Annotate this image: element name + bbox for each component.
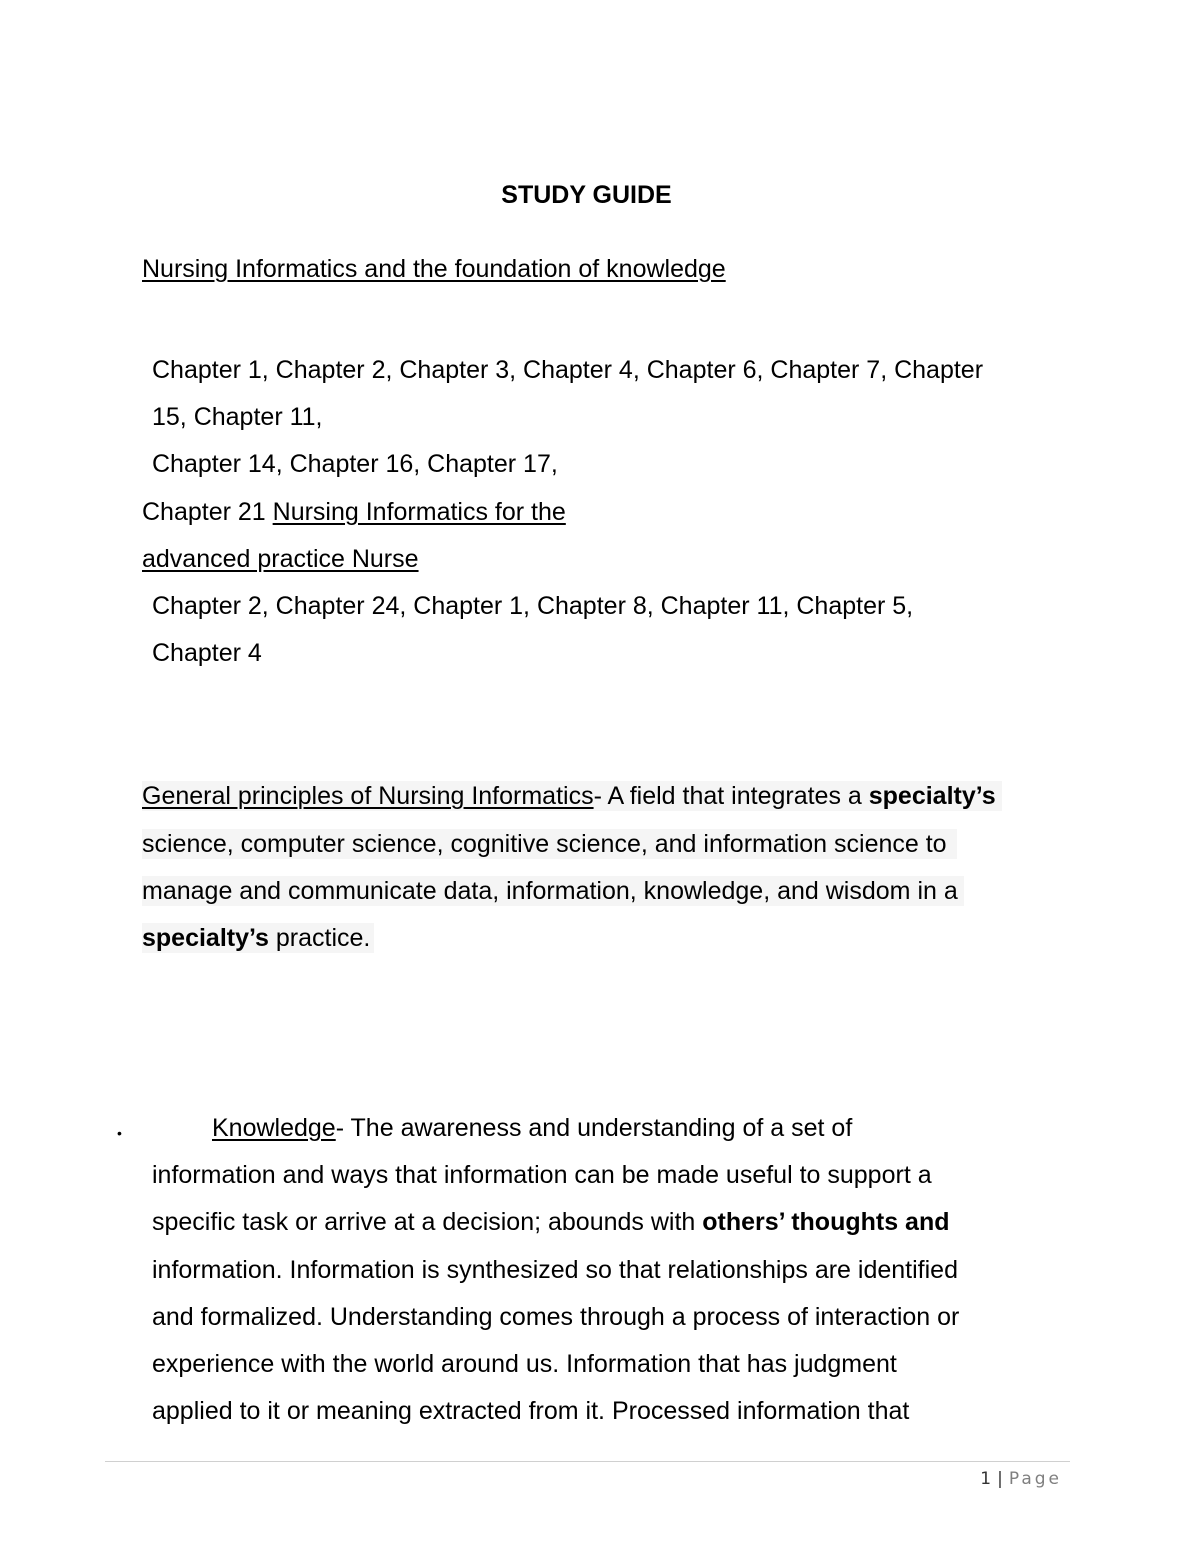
knowledge-term: Knowledge <box>212 1114 336 1142</box>
chapter-list-line: Chapter 1, Chapter 2, Chapter 3, Chapter 4, Chapter 6, Chapter 7, Chapter <box>152 356 984 384</box>
knowledge-line <box>152 1207 950 1237</box>
general-principles-line: science, computer science, cognitive science, and information science to <box>142 829 957 859</box>
general-principles-text: practice. <box>268 924 371 952</box>
knowledge-line <box>212 1113 852 1143</box>
knowledge-line: experience with the world around us. Information that has judgment <box>152 1350 897 1378</box>
chapter-list-line: Chapter 2, Chapter 24, Chapter 1, Chapter 8, Chapter 11, Chapter 5, <box>152 592 914 620</box>
knowledge-bold: others’ thoughts and <box>702 1208 950 1236</box>
bullet-icon: • <box>117 1125 122 1141</box>
chapter-list-line: Chapter 4 <box>152 639 262 667</box>
chapter-list-line <box>142 497 566 527</box>
general-principles-text: - A field that integrates a <box>593 782 869 810</box>
page-number: 1 <box>980 1469 992 1489</box>
document-title: STUDY GUIDE <box>501 181 672 209</box>
chapter-21-text: Chapter 21 <box>142 498 273 526</box>
general-principles-line <box>142 923 374 953</box>
knowledge-line: information and ways that information can be made useful to support a <box>152 1161 932 1189</box>
general-principles-bold: specialty’s <box>142 924 269 952</box>
general-principles-line: manage and communicate data, information, knowledge, and wisdom in a <box>142 876 964 906</box>
knowledge-text: specific task or arrive at a decision; abounds with <box>152 1208 703 1236</box>
section-heading-advanced-practice-cont: advanced practice Nurse <box>142 545 419 573</box>
footer-separator: | <box>997 1469 1003 1489</box>
chapter-list-line: Chapter 14, Chapter 16, Chapter 17, <box>152 450 558 478</box>
page-footer <box>980 1466 1062 1492</box>
page-label: Page <box>1008 1469 1062 1489</box>
knowledge-line: applied to it or meaning extracted from it. Processed information that <box>152 1397 910 1425</box>
general-principles-heading: General principles of Nursing Informatics <box>142 782 594 810</box>
chapter-list-line: 15, Chapter 11, <box>152 403 323 431</box>
section-heading-advanced-practice: Nursing Informatics for the <box>272 498 566 526</box>
section-heading-foundation: Nursing Informatics and the foundation of knowledge <box>142 255 726 283</box>
footer-divider <box>105 1461 1070 1462</box>
knowledge-line: and formalized. Understanding comes through a process of interaction or <box>152 1303 960 1331</box>
knowledge-text: - The awareness and understanding of a set of <box>335 1114 853 1142</box>
general-principles-line <box>142 781 1002 811</box>
general-principles-bold: specialty’s <box>868 782 996 810</box>
knowledge-line: information. Information is synthesized so that relationships are identified <box>152 1256 958 1284</box>
